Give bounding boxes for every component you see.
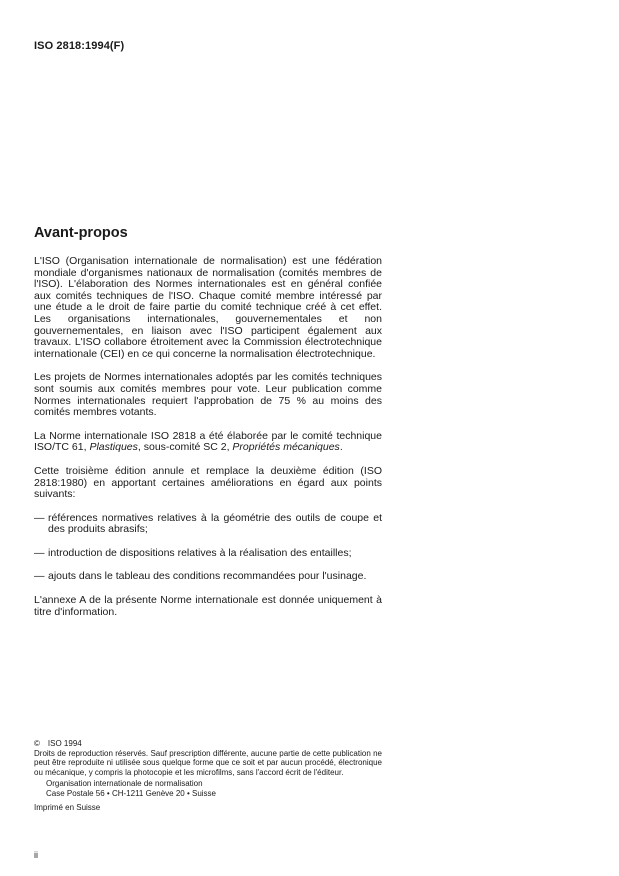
publisher-name: Organisation internationale de normalisation [46, 779, 203, 789]
document-id: ISO 2818:1994(F) [34, 40, 125, 52]
changes-list [34, 513, 382, 583]
foreword-body [34, 256, 382, 630]
copyright-footer [34, 739, 382, 812]
subcommittee-text: , sous-comité SC 2, [137, 441, 233, 454]
paragraph-edition: Cette troisième édition annule et remplace la deuxième édition (ISO 2818:1980) en apportant certaines améliorations en égard aux points suivants: [34, 464, 382, 501]
committee-period: . [339, 441, 343, 454]
section-title: Avant-propos [34, 225, 128, 241]
copyright-symbol: © [34, 739, 40, 748]
rights-notice: Droits de reproduction réservés. Sauf prescription différente, aucune partie de cette publication ne peut être reproduite ni utilisée sous quelque forme que ce soit et par aucun procédé, électronique ou mécanique, y compris la photocopie et les microfilms, sans l'accord écrit de l'éditeur. [34, 748, 382, 777]
list-item: — introduction de dispositions relatives à la réalisation des entailles; [34, 548, 382, 560]
committee-name-plastics: Plastiques [89, 441, 138, 454]
list-item: — références normatives relatives à la géométrie des outils de coupe et des produits abrasifs; [34, 513, 382, 536]
printed-in: Imprimé en Suisse [34, 802, 101, 812]
paragraph-iso-intro: L'ISO (Organisation internationale de normalisation) est une fédération mondiale d'organismes nationaux de normalisation (comités membres de l'ISO). L'élaboration des Normes internationales est en général confiée aux comités techniques de l'ISO. Chaque comité membre intéressé par une étude a le droit de faire partie du comité technique créé à cet effet. Les organisations internationales, gouvernementales et non gouvernementales, en liaison avec l'ISO participent également aux travaux. L'ISO collabore étroitement avec la Commission électrotechnique internationale (CEI) en ce qui concerne la normalisation électrotechnique. [34, 255, 382, 360]
copyright-year: 1994 [63, 739, 82, 748]
copyright-org: ISO [47, 739, 62, 748]
paragraph-committee [34, 431, 382, 454]
page-number: ii [34, 850, 38, 860]
paragraph-voting: Les projets de Normes internationales adoptés par les comités techniques sont soumis aux comités membres pour vote. Leur publication comme Normes internationales requiert l'approbation de 75 % au moins des comités membres votants. [34, 371, 382, 419]
subcommittee-name: Propriétés mécaniques [232, 441, 340, 454]
paragraph-annex: L'annexe A de la présente Norme internationale est donnée uniquement à titre d'information. [34, 594, 382, 618]
publisher-address: Case Postale 56 • CH-1211 Genève 20 • Suisse [46, 788, 216, 798]
committee-text: La Norme internationale ISO 2818 a été élaborée par le comité technique ISO/TC 61, [34, 429, 382, 454]
list-item: — ajouts dans le tableau des conditions recommandées pour l'usinage. [34, 571, 382, 583]
copyright-line [34, 739, 382, 749]
